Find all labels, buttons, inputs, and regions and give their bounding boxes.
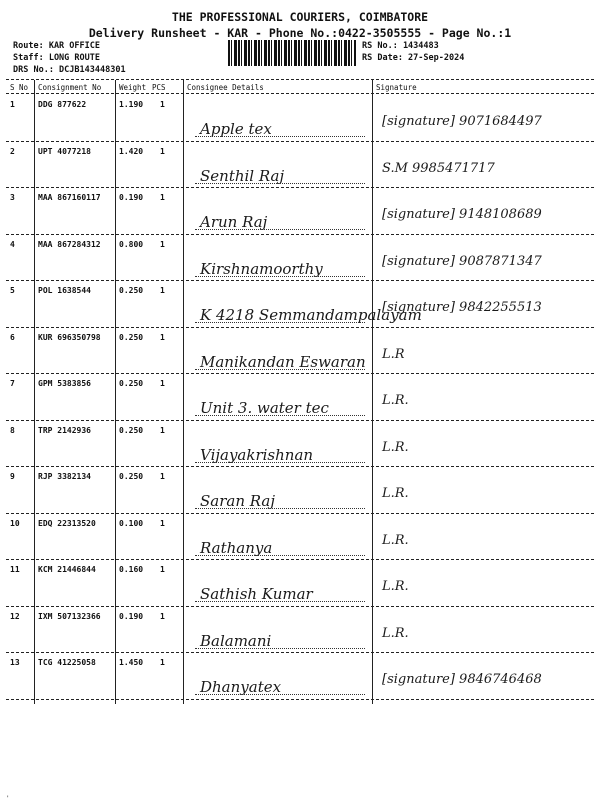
row-consignment-no: DDG 877622 <box>38 100 87 109</box>
row-pcs: 1 <box>160 379 165 388</box>
row-pcs: 1 <box>160 239 165 249</box>
row-consignee: Unit 3. water tec <box>200 399 329 417</box>
table-top-border <box>6 79 594 80</box>
consignee-underline <box>195 322 365 323</box>
row-divider <box>6 606 594 607</box>
consignee-underline <box>195 369 365 370</box>
row-weight: 0.160 <box>119 565 144 574</box>
consignee-underline <box>195 555 365 556</box>
column-divider <box>34 80 35 704</box>
row-signature: L.R <box>382 346 405 362</box>
row-sno: 8 <box>10 425 15 435</box>
row-signature: L.R. <box>382 625 409 641</box>
consignee-underline <box>195 648 365 649</box>
column-header-consignee: Consignee Details <box>187 83 264 92</box>
row-pcs: 1 <box>160 425 165 435</box>
row-consignment-no: RJP 3382134 <box>38 472 91 481</box>
row-weight: 0.250 <box>119 379 144 388</box>
column-header-signature: Signature <box>376 83 417 92</box>
row-sno: 4 <box>10 239 15 249</box>
row-sno: 13 <box>10 658 20 667</box>
row-weight: 1.420 <box>119 146 144 156</box>
row-signature: [signature] 9846746468 <box>382 672 542 687</box>
row-weight: 0.250 <box>119 332 144 342</box>
row-signature: [signature] 9148108689 <box>382 207 542 222</box>
row-consignment-no: TRP 2142936 <box>38 425 91 435</box>
row-consignee: Sathish Kumar <box>200 585 313 603</box>
column-header-weight: Weight <box>119 83 147 92</box>
row-consignee: Rathanya <box>200 538 273 557</box>
row-consignment-no: TCG 41225058 <box>38 658 96 667</box>
row-consignment-no: GPM 5383856 <box>38 379 91 388</box>
row-consignee: Dhanyatex <box>200 678 282 696</box>
row-consignment-no: MAA 867284312 <box>38 239 101 249</box>
consignee-underline <box>195 136 365 137</box>
document-title: THE PROFESSIONAL COURIERS, COIMBATORE <box>171 10 429 24</box>
row-consignee: Saran Raj <box>200 492 275 510</box>
row-weight: 0.800 <box>119 239 144 249</box>
document-subtitle: Delivery Runsheet - KAR - Phone No.:0422-3505555 - Page No.:1 <box>88 26 512 40</box>
row-weight: 1.450 <box>119 658 144 667</box>
row-divider <box>6 234 594 235</box>
barcode <box>228 40 356 66</box>
row-sno: 2 <box>10 146 15 156</box>
row-pcs: 1 <box>160 518 165 528</box>
row-consignee: K 4218 Semmandampalayam <box>200 306 422 324</box>
header-divider <box>6 93 594 94</box>
consignee-underline <box>195 601 365 602</box>
row-signature: L.R. <box>382 439 409 455</box>
row-sno: 1 <box>10 100 15 109</box>
row-divider <box>6 513 594 514</box>
column-divider <box>372 80 373 704</box>
row-consignee: Balamani <box>200 631 272 650</box>
row-divider <box>6 699 594 700</box>
row-consignment-no: POL 1638544 <box>38 286 91 295</box>
row-pcs: 1 <box>160 100 165 109</box>
row-consignee: Apple tex <box>200 120 272 138</box>
row-consignment-no: IXM 507132366 <box>38 611 101 621</box>
row-pcs: 1 <box>160 193 165 202</box>
row-weight: 0.100 <box>119 518 144 528</box>
row-divider <box>6 141 594 142</box>
consignee-underline <box>195 183 365 184</box>
row-weight: 0.250 <box>119 472 144 481</box>
row-pcs: 1 <box>160 332 165 342</box>
column-header-pcs: PCS <box>152 83 166 92</box>
row-weight: 0.250 <box>119 286 144 295</box>
row-sno: 7 <box>10 379 15 388</box>
row-divider <box>6 373 594 374</box>
row-sno: 9 <box>10 472 15 481</box>
row-weight: 0.190 <box>119 611 144 621</box>
row-consignee: Kirshnamoorthy <box>200 259 323 278</box>
column-divider <box>183 80 184 704</box>
row-signature: L.R. <box>382 393 409 408</box>
consignee-underline <box>195 415 365 416</box>
row-consignment-no: EDQ 22313520 <box>38 518 96 528</box>
rs-number: RS No.: 1434483 <box>362 41 439 51</box>
row-signature: S.M 9985471717 <box>382 160 495 176</box>
row-signature: [signature] 9071684497 <box>382 114 542 129</box>
row-divider <box>6 327 594 328</box>
row-consignment-no: UPT 4077218 <box>38 146 91 156</box>
row-consignment-no: MAA 867160117 <box>38 193 101 202</box>
row-pcs: 1 <box>160 658 165 667</box>
row-sno: 11 <box>10 565 20 574</box>
row-weight: 0.250 <box>119 425 144 435</box>
row-consignment-no: KCM 21446844 <box>38 565 96 574</box>
rs-date: RS Date: 27-Sep-2024 <box>362 53 465 63</box>
row-signature: L.R. <box>382 486 409 501</box>
row-signature: L.R. <box>382 579 409 594</box>
page-mark: ' <box>6 795 10 802</box>
route-label: Route: KAR OFFICE <box>13 41 100 51</box>
consignee-underline <box>195 462 365 463</box>
row-signature: L.R. <box>382 532 409 548</box>
row-pcs: 1 <box>160 286 165 295</box>
consignee-underline <box>195 508 365 509</box>
row-pcs: 1 <box>160 611 165 621</box>
column-header-consignment: Consignment No <box>38 83 102 92</box>
row-sno: 12 <box>10 611 20 621</box>
row-sno: 6 <box>10 332 15 342</box>
consignee-underline <box>195 694 365 695</box>
row-consignment-no: KUR 696350798 <box>38 332 101 342</box>
consignee-underline <box>195 229 365 230</box>
row-sno: 3 <box>10 193 15 202</box>
row-pcs: 1 <box>160 472 165 481</box>
drs-number: DRS No.: DCJB143448301 <box>13 65 126 75</box>
row-divider <box>6 652 594 653</box>
row-divider <box>6 559 594 560</box>
row-divider <box>6 187 594 188</box>
row-consignee: Vijayakrishnan <box>200 445 314 464</box>
row-divider <box>6 466 594 467</box>
column-header-sno: S No <box>10 83 29 92</box>
row-pcs: 1 <box>160 565 165 574</box>
column-divider <box>115 80 116 704</box>
row-weight: 1.190 <box>119 100 144 109</box>
row-signature: [signature] 9087871347 <box>382 253 542 269</box>
row-divider <box>6 420 594 421</box>
row-divider <box>6 280 594 281</box>
row-signature: [signature] 9842255513 <box>382 300 542 315</box>
row-consignee: Senthil Raj <box>200 166 285 185</box>
row-pcs: 1 <box>160 146 165 156</box>
row-consignee: Manikandan Eswaran <box>200 352 366 371</box>
consignee-underline <box>195 276 365 277</box>
row-sno: 10 <box>10 518 20 528</box>
staff-label: Staff: LONG ROUTE <box>13 53 100 63</box>
row-sno: 5 <box>10 286 15 295</box>
row-consignee: Arun Raj <box>200 213 268 231</box>
row-weight: 0.190 <box>119 193 144 202</box>
